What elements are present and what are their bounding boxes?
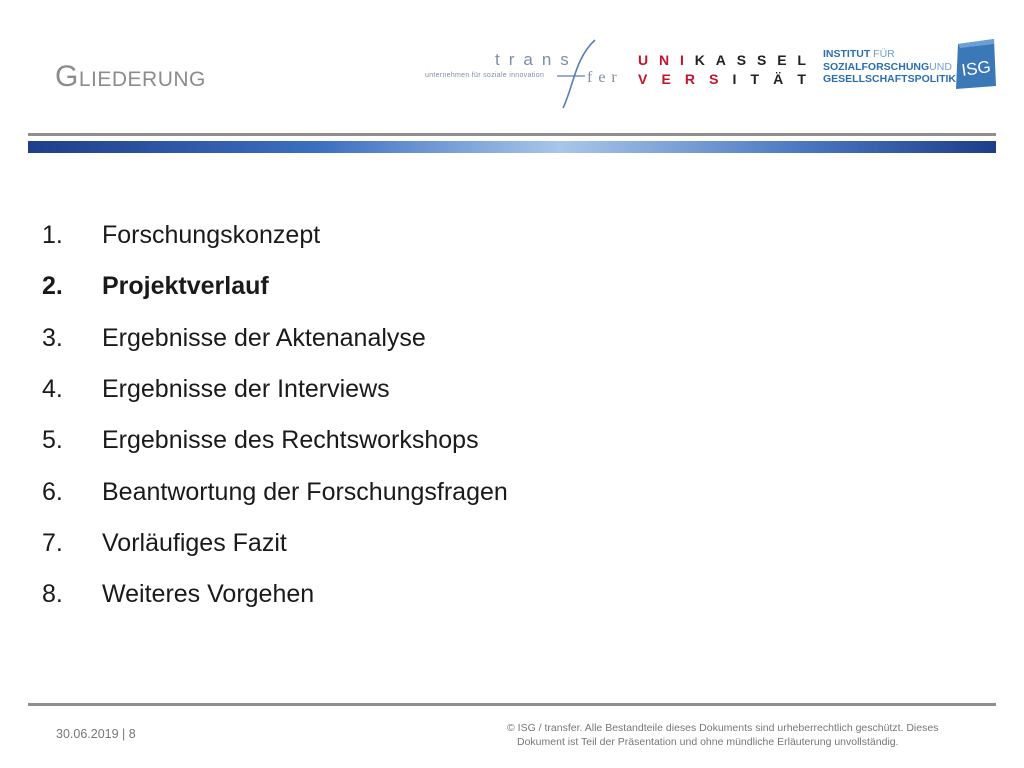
isg-logo-icon: [952, 38, 998, 90]
agenda-item: [42, 415, 508, 466]
institut-text-3: GESELLSCHAFTSPOLITIK: [823, 73, 957, 85]
kassel-letter: E: [777, 52, 787, 68]
kassel-letter: E: [661, 71, 671, 87]
kassel-letter: I: [732, 71, 737, 87]
transfer-swash-text: fer: [587, 69, 623, 86]
agenda-item-label: Weiteres Vorgehen: [102, 580, 315, 609]
institut-logo: [823, 48, 956, 86]
kassel-letter: N: [659, 52, 670, 68]
header-gradient-band: [28, 141, 996, 153]
top-divider: [28, 133, 996, 136]
kassel-letter: S: [709, 71, 719, 87]
agenda-item-number: 3.: [42, 323, 63, 352]
agenda-item-label: Vorläufiges Fazit: [102, 528, 287, 557]
transfer-logo-tagline: unternehmen für soziale innovation: [425, 72, 545, 79]
kassel-letter: S: [756, 52, 767, 68]
institut-text-1b: FÜR: [873, 48, 895, 60]
agenda-item-label: Ergebnisse der Aktenanalyse: [102, 323, 426, 352]
transfer-swash-icon: [555, 38, 625, 110]
agenda-item: [42, 261, 508, 312]
institut-text-2: SOZIALFORSCHUNG: [823, 60, 930, 73]
transfer-logo: [425, 38, 625, 110]
kassel-letter: S: [736, 52, 747, 68]
footer-copyright-line-1: © ISG / transfer. Alle Bestandteile dieses Dokuments sind urheberrechtlich geschützt. Dieses: [507, 722, 939, 734]
isg-logo-text: ISG: [960, 57, 992, 80]
footer-copyright: [507, 722, 982, 749]
agenda-item: [42, 466, 508, 517]
bottom-divider: [28, 703, 996, 706]
kassel-letter: T: [797, 71, 806, 87]
kassel-letter: Ä: [773, 71, 784, 87]
kassel-letter: U: [638, 52, 649, 68]
agenda-item: [42, 569, 508, 620]
agenda-item-label: Ergebnisse des Rechtsworkshops: [102, 426, 479, 455]
transfer-logo-word: trans: [495, 50, 578, 69]
agenda-item-number: 4.: [42, 375, 63, 404]
agenda-item-number: 5.: [42, 426, 63, 455]
institut-text-2b: UND: [929, 60, 952, 73]
uni-kassel-logo: [638, 52, 810, 88]
kassel-row-2: [638, 71, 806, 87]
agenda-item: [42, 364, 508, 415]
agenda-item-label: Ergebnisse der Interviews: [102, 375, 390, 404]
kassel-letter: L: [797, 52, 806, 68]
agenda-item-number: 6.: [42, 477, 63, 506]
agenda-item-label: Beantwortung der Forschungsfragen: [102, 477, 508, 506]
agenda-item-number: 2.: [42, 272, 63, 301]
kassel-letter: T: [750, 71, 760, 87]
agenda-item-label: Forschungskonzept: [102, 221, 321, 250]
agenda-item: [42, 313, 508, 364]
kassel-row-1: [638, 52, 806, 68]
kassel-letter: V: [638, 71, 648, 87]
footer-date-page: 30.06.2019 | 8: [56, 727, 136, 741]
agenda-list: [42, 210, 508, 620]
kassel-letter: K: [694, 52, 705, 68]
footer-copyright-line-2: Dokument ist Teil der Präsentation und ohne mündliche Erläuterung unvollständig.: [517, 735, 899, 748]
agenda-item: [42, 518, 508, 569]
agenda-item-number: 1.: [42, 221, 63, 250]
kassel-letter: I: [680, 52, 684, 68]
agenda-item-label: Projektverlauf: [102, 272, 269, 301]
kassel-letter: R: [684, 71, 695, 87]
agenda-item-number: 8.: [42, 580, 63, 609]
kassel-letter: A: [715, 52, 726, 68]
page-title: Gliederung: [55, 60, 206, 93]
institut-text-1: INSTITUT: [823, 48, 871, 60]
agenda-item: [42, 210, 508, 261]
agenda-item-number: 7.: [42, 528, 63, 557]
